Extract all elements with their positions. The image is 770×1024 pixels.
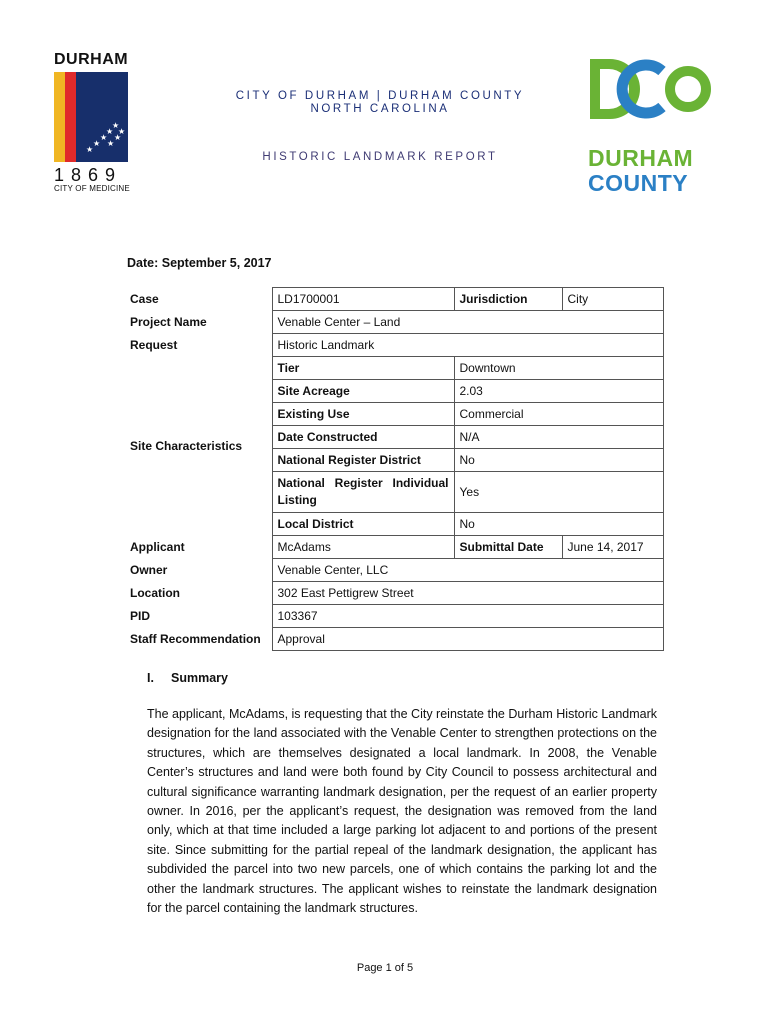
svg-text:★: ★ <box>107 139 115 148</box>
svg-text:★: ★ <box>106 127 114 136</box>
table-row <box>126 311 664 334</box>
site-row-label: Tier <box>272 357 454 380</box>
table-row <box>126 605 664 628</box>
report-date: Date: September 5, 2017 <box>127 256 272 270</box>
city-logo-tagline: CITY OF MEDICINE <box>54 184 130 193</box>
svg-text:★: ★ <box>118 127 126 136</box>
dco-logo-icon <box>588 55 713 127</box>
site-row-value: No <box>454 513 664 536</box>
site-row-value: 2.03 <box>454 380 664 403</box>
case-value: LD1700001 <box>272 288 454 311</box>
summary-heading <box>147 671 228 685</box>
case-label: Case <box>130 292 159 306</box>
table-row <box>126 628 664 651</box>
jurisdiction-value: City <box>562 288 664 311</box>
header-line-1: CITY OF DURHAM | DURHAM COUNTY <box>235 90 525 102</box>
site-row-label: Existing Use <box>272 403 454 426</box>
site-row-label: Date Constructed <box>272 426 454 449</box>
owner-value: Venable Center, LLC <box>272 559 664 582</box>
site-row-label: Local District <box>272 513 454 536</box>
section-title: Summary <box>171 671 228 685</box>
site-row-label: Site Acreage <box>272 380 454 403</box>
site-row-value: Commercial <box>454 403 664 426</box>
request-value: Historic Landmark <box>272 334 664 357</box>
city-of-durham-logo <box>54 52 130 194</box>
table-row <box>126 582 664 605</box>
location-value: 302 East Pettigrew Street <box>272 582 664 605</box>
report-title: HISTORIC LANDMARK REPORT <box>262 151 498 163</box>
site-row-value: N/A <box>454 426 664 449</box>
site-row-value: No <box>454 449 664 472</box>
site-row-value: Downtown <box>454 357 664 380</box>
table-row <box>126 288 664 311</box>
site-characteristics-label: Site Characteristics <box>130 439 243 453</box>
table-row <box>126 559 664 582</box>
county-logo-line2: COUNTY <box>588 170 689 196</box>
svg-text:★: ★ <box>112 121 120 130</box>
applicant-value: McAdams <box>272 536 454 559</box>
city-logo-year: 1869 <box>54 165 123 185</box>
request-label: Request <box>130 338 178 352</box>
svg-text:★: ★ <box>100 133 108 142</box>
page-number: Page 1 of 5 <box>356 962 414 974</box>
county-logo-line1: DURHAM <box>588 145 694 171</box>
city-logo-name: DURHAM <box>54 51 129 68</box>
pid-label: PID <box>130 609 151 623</box>
jurisdiction-label: Jurisdiction <box>454 288 562 311</box>
durham-flag-icon <box>54 72 128 162</box>
submittal-date-value: June 14, 2017 <box>562 536 664 559</box>
table-row <box>126 536 664 559</box>
staff-recommendation-label: Staff Recommendation <box>130 632 261 646</box>
submittal-date-label: Submittal Date <box>454 536 562 559</box>
section-number: I. <box>147 671 154 685</box>
applicant-label: Applicant <box>130 540 185 554</box>
site-row-label: National Register Individual Listing <box>272 472 454 513</box>
table-row <box>126 357 664 380</box>
project-name-label: Project Name <box>130 315 207 329</box>
project-name-value: Venable Center – Land <box>272 311 664 334</box>
site-row-value: Yes <box>454 472 664 513</box>
header-line-2: NORTH CAROLINA <box>310 103 450 115</box>
location-label: Location <box>130 586 180 600</box>
site-row-label: National Register District <box>272 449 454 472</box>
table-row <box>126 334 664 357</box>
staff-recommendation-value: Approval <box>272 628 664 651</box>
summary-paragraph: The applicant, McAdams, is requesting that the City reinstate the Durham Historic Landmark designation for the land associated with the Venable Center to strengthen protections on the structures, which are themselves designated a local landmark. In 2008, the Venable Center’s structures and land were both found by City Council to possess architectural and cultural significance warranting landmark designation, per the request of an earlier property owner. In 2016, per the applicant’s request, the designation was removed from the land only, which at that time included a large parking lot adjacent to and portions of the present site. Since submitting for the partial repeal of the landmark designation, the applicant has subdivided the parcel into two new parcels, one of which contains the parking lot and the other the landmark structures. The applicant wishes to reinstate the landmark designation for the parcel containing the landmark structures. <box>147 707 657 916</box>
pid-value: 103367 <box>272 605 664 628</box>
case-info-table <box>126 287 664 651</box>
durham-county-logo <box>588 55 713 196</box>
stars-icon <box>76 72 128 162</box>
svg-text:★: ★ <box>93 139 101 148</box>
svg-text:★: ★ <box>86 145 94 154</box>
owner-label: Owner <box>130 563 168 577</box>
svg-text:★: ★ <box>114 133 122 142</box>
